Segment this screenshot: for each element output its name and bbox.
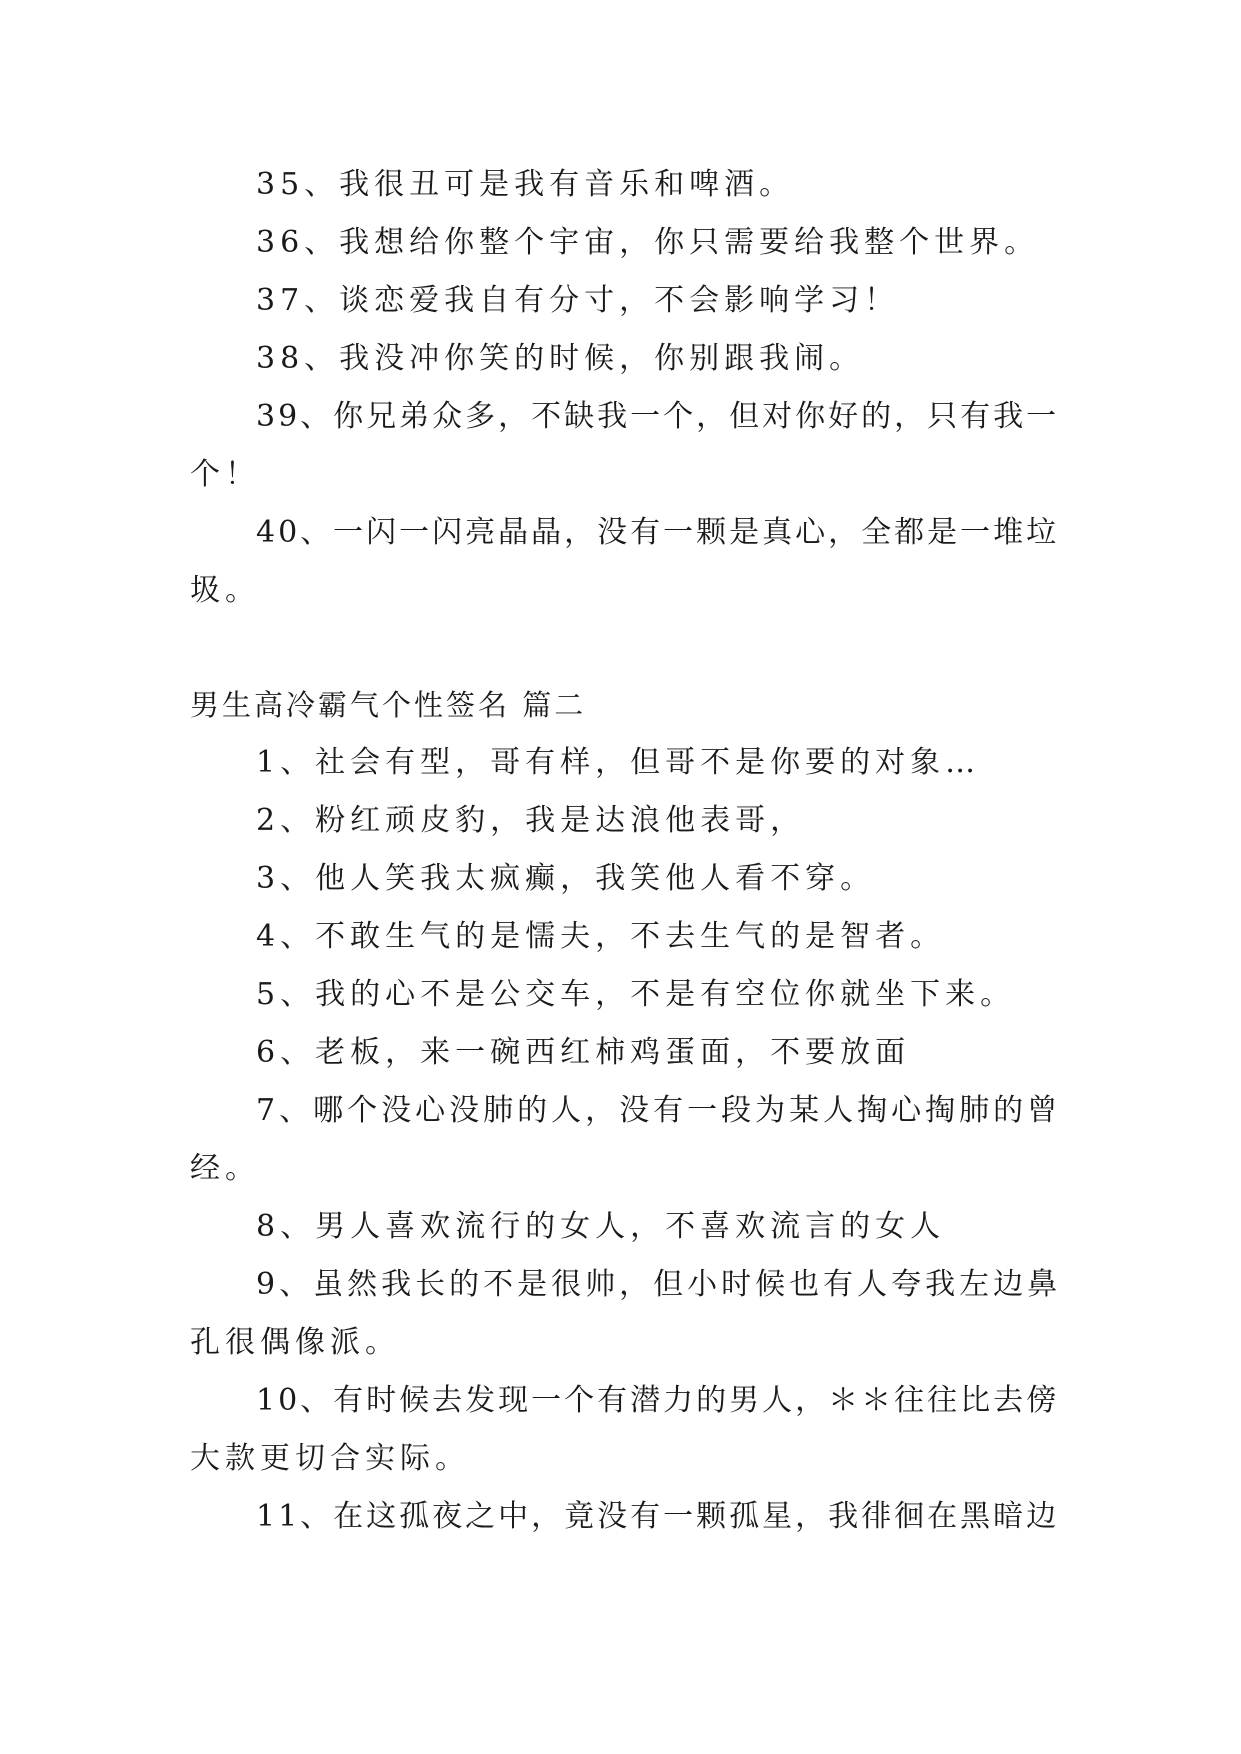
list-item-4: 4、不敢生气的是懦夫，不去生气的是智者。 (256, 919, 946, 954)
list-item-7: 7、哪个没心没肺的人，没有一段为某人掏心掏肺的曾 (256, 1093, 1062, 1128)
list-item-10-continued: 大款更切合实际。 (190, 1441, 470, 1476)
list-item-36: 36、我想给你整个宇宙，你只需要给我整个世界。 (256, 225, 1040, 260)
list-item-39-continued: 个！ (190, 457, 260, 492)
list-item-35: 35、我很丑可是我有音乐和啤酒。 (256, 167, 795, 202)
section-heading: 男生高冷霸气个性签名 篇二 (190, 688, 587, 722)
list-item-2: 2、粉红顽皮豹，我是达浪他表哥， (256, 803, 806, 838)
list-item-7-continued: 经。 (190, 1151, 260, 1186)
list-item-8: 8、男人喜欢流行的女人，不喜欢流言的女人 (256, 1209, 946, 1244)
list-item-1: 1、社会有型，哥有样，但哥不是你要的对象… (256, 745, 981, 780)
list-item-5: 5、我的心不是公交车，不是有空位你就坐下来。 (256, 977, 1016, 1012)
list-item-39: 39、你兄弟众多，不缺我一个，但对你好的，只有我一 (256, 399, 1060, 434)
list-item-9-continued: 孔很偶像派。 (190, 1325, 400, 1360)
list-item-10: 10、有时候去发现一个有潜力的男人，＊＊往往比去傍 (256, 1383, 1060, 1418)
list-item-9: 9、虽然我长的不是很帅，但小时候也有人夸我左边鼻 (256, 1267, 1062, 1302)
list-item-38: 38、我没冲你笑的时候，你别跟我闹。 (256, 341, 865, 376)
list-item-11: 11、在这孤夜之中，竟没有一颗孤星，我徘徊在黑暗边 (256, 1499, 1060, 1534)
list-item-3: 3、他人笑我太疯癫，我笑他人看不穿。 (256, 861, 876, 896)
list-item-40: 40、一闪一闪亮晶晶，没有一颗是真心，全都是一堆垃 (256, 515, 1060, 550)
list-item-37: 37、谈恋爱我自有分寸，不会影响学习！ (256, 283, 900, 318)
list-item-40-continued: 圾。 (190, 573, 260, 608)
list-item-6: 6、老板，来一碗西红柿鸡蛋面，不要放面 (256, 1035, 911, 1070)
